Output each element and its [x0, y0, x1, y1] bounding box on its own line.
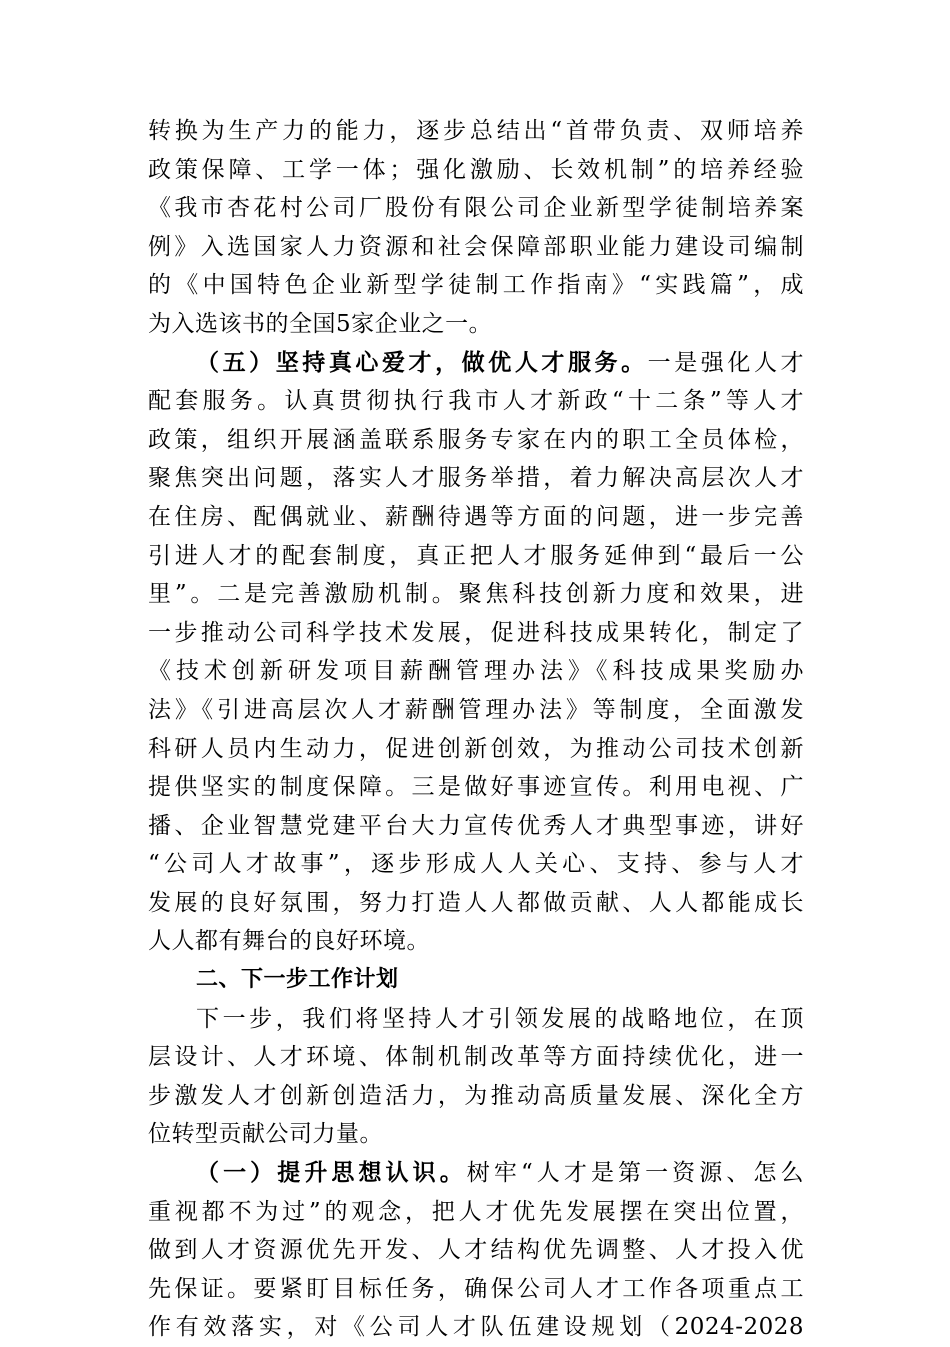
section-heading: 二、下一步工作计划	[196, 967, 399, 993]
paragraph-line: 《技术创新研发项目薪酬管理办法》《科技成果奖励办	[148, 658, 804, 685]
paragraph-line: 人人都有舞台的良好环境。	[148, 928, 430, 955]
paragraph-line: 里”。二是完善激励机制。聚焦科技创新力度和效果，进	[148, 581, 804, 608]
paragraph-line: 先保证。要紧盯目标任务，确保公司人才工作各项重点工	[148, 1275, 804, 1302]
paragraph-text: 一是强化人才	[647, 349, 805, 376]
paragraph-line: 例》入选国家人力资源和社会保障部职业能力建设司编制	[148, 233, 804, 260]
paragraph-line: 的《中国特色企业新型学徒制工作指南》“实践篇”，成	[148, 272, 804, 299]
section-title-bold: （一）提升思想认识。	[196, 1159, 467, 1187]
paragraph-line: 引进人才的配套制度，真正把人才服务延伸到“最后一公	[148, 542, 804, 569]
paragraph-line: 作有效落实，对《公司人才队伍建设规划（2024-2028	[148, 1314, 804, 1341]
paragraph-line: 政策保障、工学一体；强化激励、长效机制”的培养经验	[148, 156, 804, 183]
paragraph-line: 在住房、配偶就业、薪酬待遇等方面的问题，进一步完善	[148, 503, 804, 530]
paragraph-line: 做到人才资源优先开发、人才结构优先调整、人才投入优	[148, 1237, 804, 1264]
paragraph-line: 发展的良好氛围，努力打造人人都做贡献、人人都能成长	[148, 889, 804, 916]
paragraph-lead-line	[148, 1154, 804, 1193]
paragraph-line: “公司人才故事”，逐步形成人人关心、支持、参与人才	[148, 851, 804, 878]
paragraph-line: 法》《引进高层次人才薪酬管理办法》等制度，全面激发	[148, 696, 804, 723]
paragraph-line: 提供坚实的制度保障。三是做好事迹宣传。利用电视、广	[148, 774, 804, 801]
paragraph-line: 一步推动公司科学技术发展，促进科技成果转化，制定了	[148, 619, 804, 646]
paragraph-line: 政策，组织开展涵盖联系服务专家在内的职工全员体检，	[148, 426, 804, 453]
paragraph-line: 位转型贡献公司力量。	[148, 1121, 383, 1148]
paragraph-line: 层设计、人才环境、体制机制改革等方面持续优化，进一	[148, 1044, 804, 1071]
paragraph-line: 下一步，我们将坚持人才引领发展的战略地位，在顶	[196, 1005, 804, 1032]
section-title-bold: （五）坚持真心爱才，做优人才服务。	[196, 348, 648, 376]
paragraph-line: 科研人员内生动力，促进创新创效，为推动公司技术创新	[148, 735, 804, 762]
paragraph-line: 步激发人才创新创造活力，为推动高质量发展、深化全方	[148, 1082, 804, 1109]
paragraph-line: 为入选该书的全国5家企业之一。	[148, 310, 493, 337]
paragraph-line: 《我市杏花村公司厂股份有限公司企业新型学徒制培养案	[148, 195, 804, 222]
paragraph-line: 配套服务。认真贯彻执行我市人才新政“十二条”等人才	[148, 388, 804, 415]
paragraph-line: 播、企业智慧党建平台大力宣传优秀人才典型事迹，讲好	[148, 812, 804, 839]
paragraph-line: 转换为生产力的能力，逐步总结出“首带负责、双师培养	[148, 118, 804, 144]
paragraph-line: 重视都不为过”的观念，把人才优先发展摆在突出位置，	[148, 1198, 804, 1225]
paragraph-lead-line	[148, 344, 804, 383]
paragraph-text: 树牢“人才是第一资源、怎么	[466, 1160, 805, 1187]
paragraph-line: 聚焦突出问题，落实人才服务举措，着力解决高层次人才	[148, 465, 804, 492]
document-body	[148, 112, 804, 1347]
